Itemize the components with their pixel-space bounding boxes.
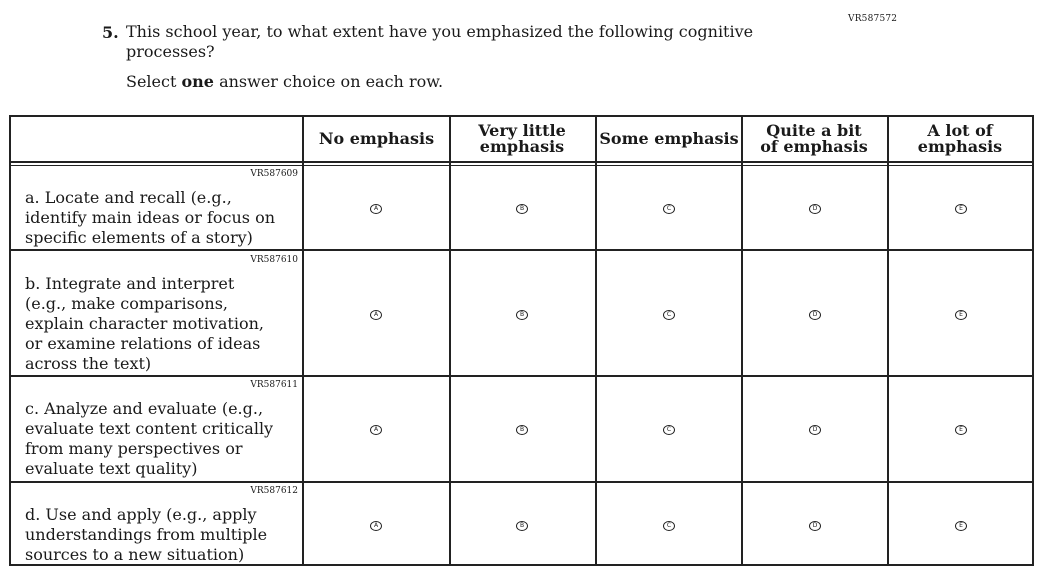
question-text: This school year, to what extent have you emphasized the following cognitive processes? [126,22,754,61]
row-divider [9,481,1034,483]
column-header-no-emphasis: No emphasis [318,129,435,148]
answer-bubble-a-a-lot[interactable]: E [955,204,967,214]
instruction-text [126,72,443,92]
answer-bubble-b-quite-a-bit[interactable]: D [809,310,821,320]
question-number: 5. [102,23,119,42]
answer-bubble-c-a-lot[interactable]: E [955,425,967,435]
answer-bubble-b-a-lot[interactable]: E [955,310,967,320]
answer-bubble-b-very-little-emphasis[interactable]: B [516,310,528,320]
question-code: VR587572 [848,14,898,24]
row-code: VR587610 [250,255,298,265]
column-divider [887,115,889,566]
column-divider [449,115,451,566]
answer-bubble-a-some-emphasis[interactable]: C [663,204,675,214]
answer-bubble-a-no-emphasis[interactable]: A [370,204,382,214]
row-divider [9,375,1034,377]
row-label-d: d. Use and apply (e.g., apply understandings from multiple sources to a new situation) [25,505,268,564]
column-divider [741,115,743,566]
column-divider [302,115,304,566]
row-code: VR587609 [250,169,298,179]
column-header-some-emphasis: Some emphasis [599,129,739,148]
answer-bubble-c-quite-a-bit[interactable]: D [809,425,821,435]
instruction-after: answer choice on each row. [213,72,444,91]
column-header-a-lot-of-emphasis: A lot of emphasis [917,121,1003,156]
answer-bubble-c-no-emphasis[interactable]: A [370,425,382,435]
answer-bubble-a-very-little-emphasis[interactable]: B [516,204,528,214]
header-divider-inner [9,165,1034,166]
row-code: VR587611 [250,380,298,390]
row-label-a: a. Locate and recall (e.g., identify main ideas or focus on specific elements of a story) [25,188,276,247]
answer-bubble-d-very-little-emphasis[interactable]: B [516,521,528,531]
row-label-b: b. Integrate and interpret (e.g., make comparisons, explain character motivation, or examine relations of ideas across the text) [25,274,264,373]
column-header-very-little-emphasis: Very little emphasis [478,121,566,156]
answer-bubble-d-no-emphasis[interactable]: A [370,521,382,531]
row-divider [9,249,1034,251]
row-code: VR587612 [250,486,298,496]
column-divider [595,115,597,566]
instruction-before: Select [126,72,182,91]
answer-bubble-c-some-emphasis[interactable]: C [663,425,675,435]
column-header-quite-a-bit-of-emphasis: Quite a bit of emphasis [760,121,868,156]
answer-bubble-d-quite-a-bit[interactable]: D [809,521,821,531]
answer-bubble-a-quite-a-bit[interactable]: D [809,204,821,214]
answer-bubble-d-a-lot[interactable]: E [955,521,967,531]
answer-bubble-b-some-emphasis[interactable]: C [663,310,675,320]
instruction-emphasis: one [181,72,214,91]
answer-bubble-c-very-little-emphasis[interactable]: B [516,425,528,435]
answer-bubble-b-no-emphasis[interactable]: A [370,310,382,320]
answer-bubble-d-some-emphasis[interactable]: C [663,521,675,531]
header-divider [9,161,1034,163]
row-label-c: c. Analyze and evaluate (e.g., evaluate text content critically from many perspectives or evaluate text quality) [25,399,274,478]
